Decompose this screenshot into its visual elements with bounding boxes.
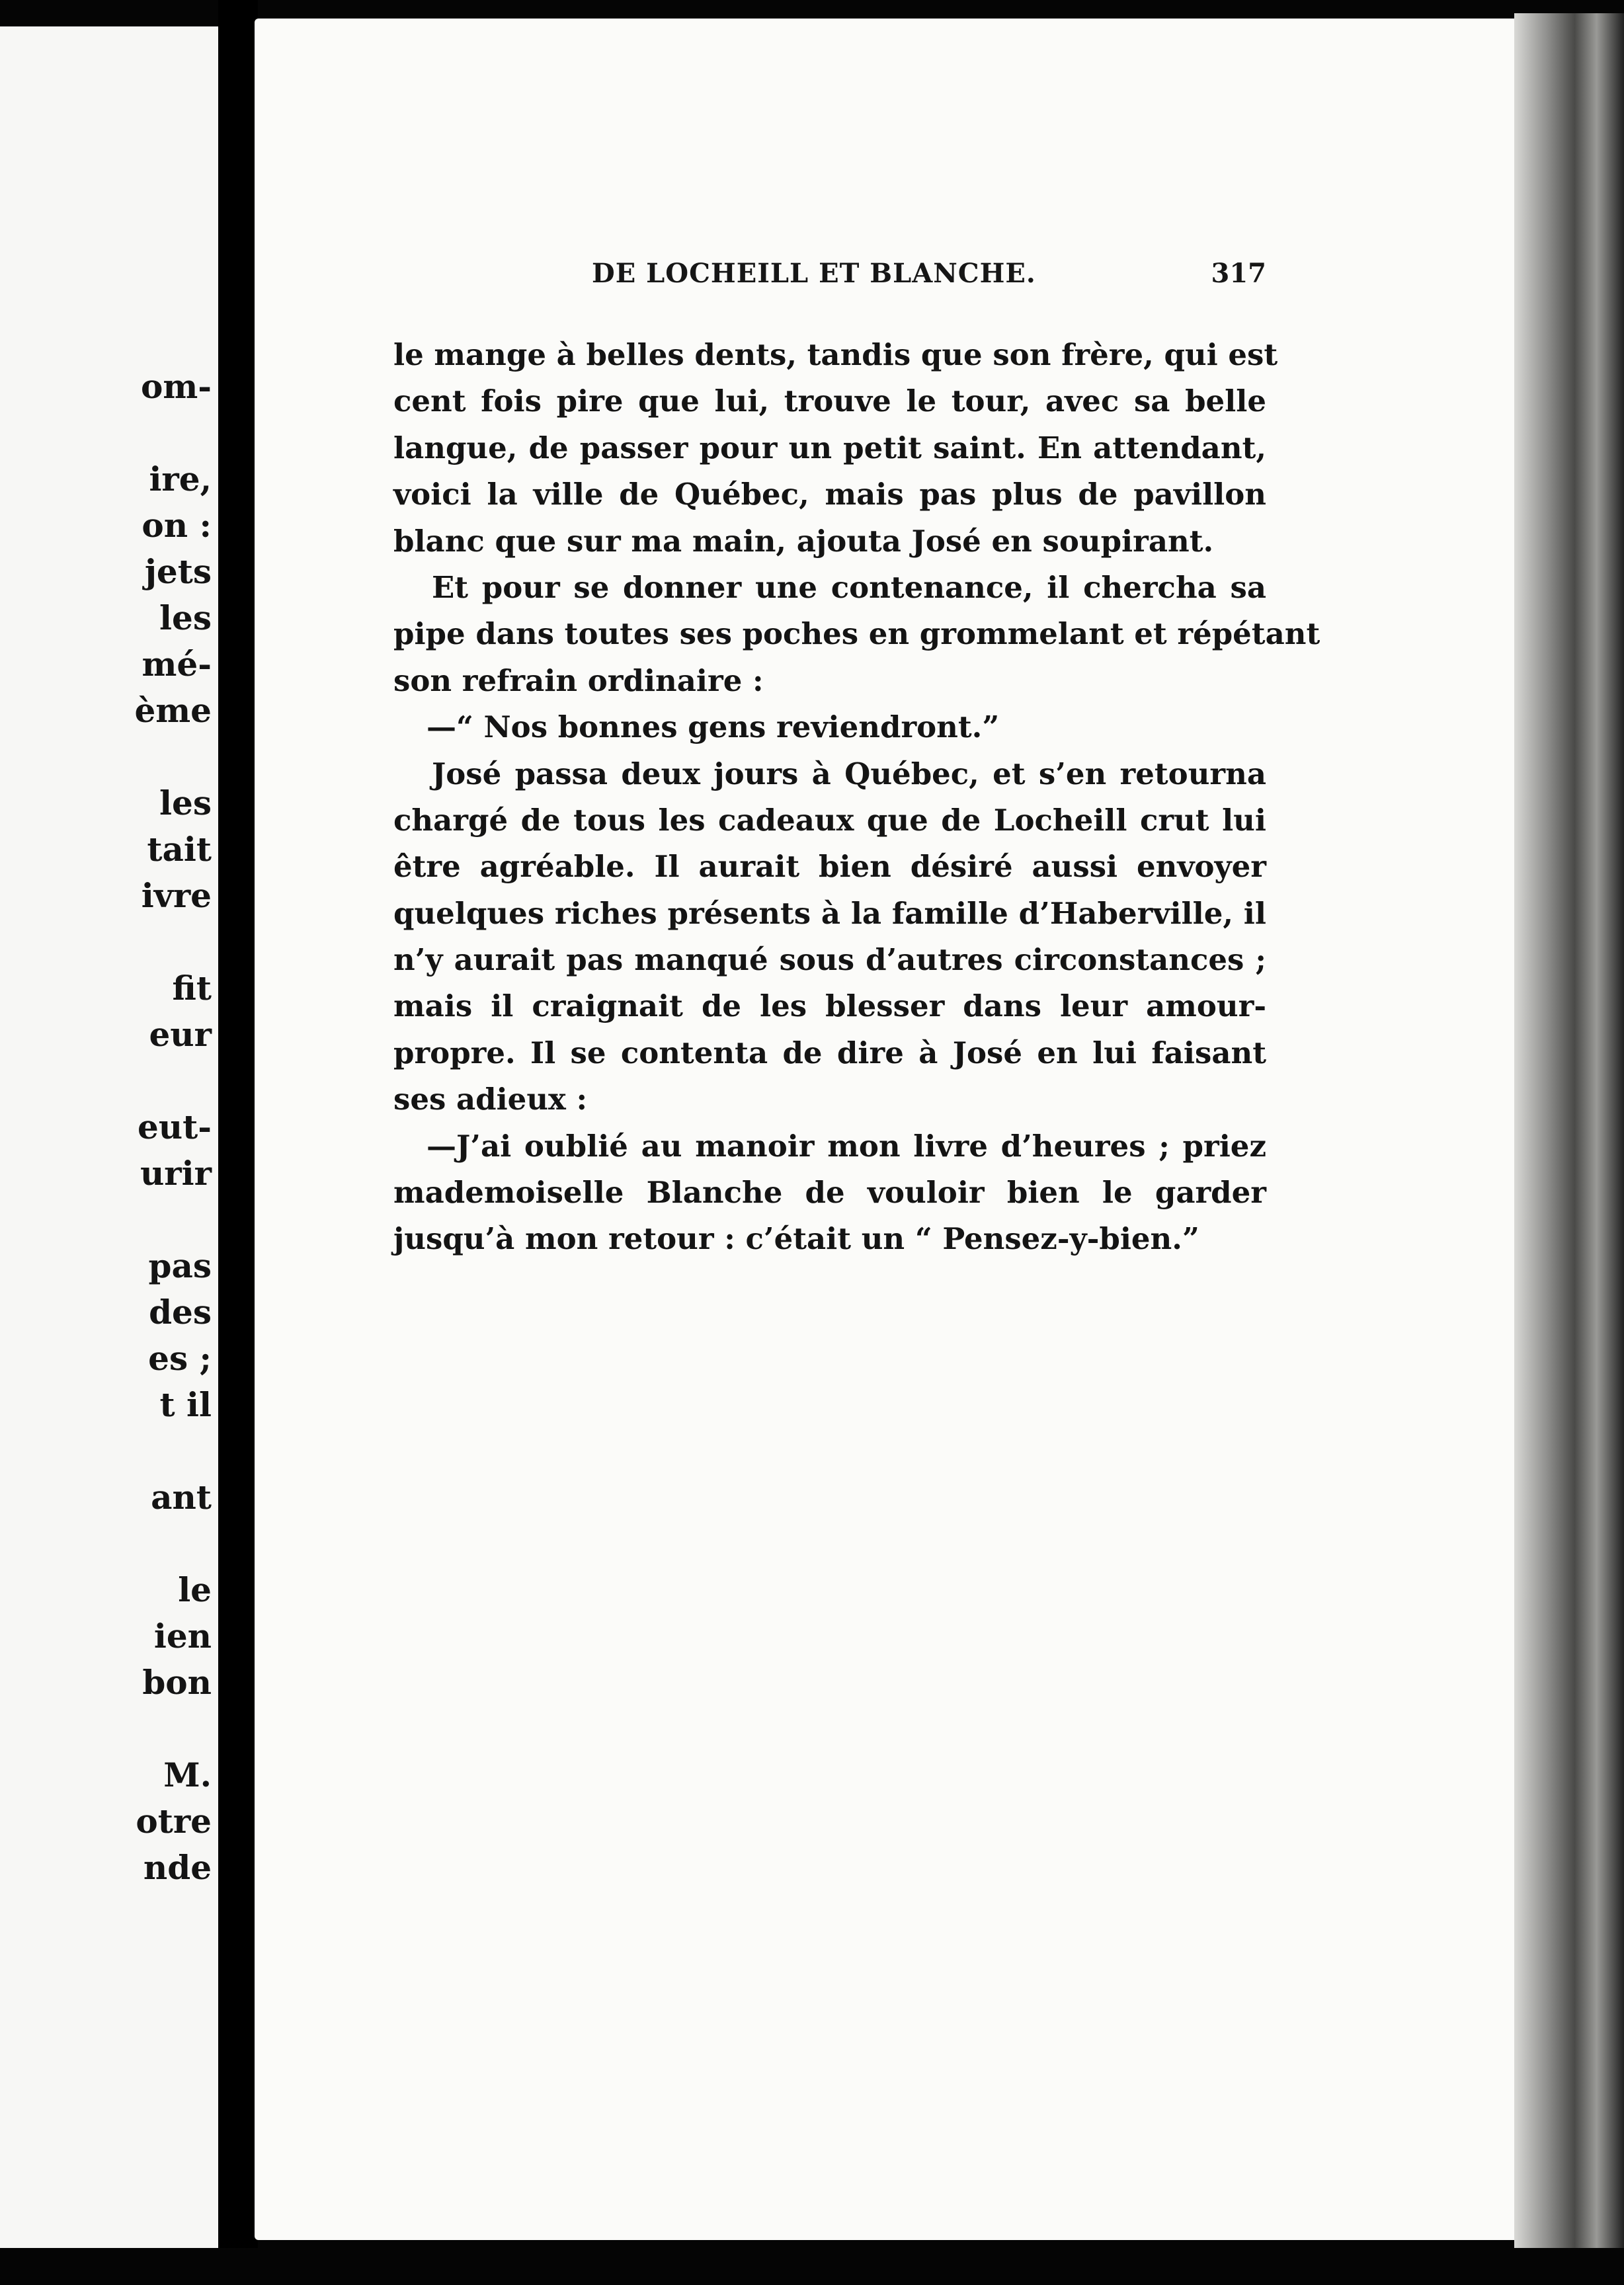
left-fragment: eur xyxy=(149,1015,212,1054)
left-fragment: ivre xyxy=(141,876,212,915)
page-edge-shading xyxy=(1514,13,1624,2248)
left-fragment: des xyxy=(149,1293,212,1332)
scan-bottom-border xyxy=(0,2248,1624,2285)
text-line: pipe dans toutes ses poches en grommelant et répétant xyxy=(393,616,1320,652)
left-fragment: ire, xyxy=(149,460,212,499)
left-facing-page xyxy=(0,26,218,2248)
left-fragment: mé- xyxy=(142,645,212,684)
left-fragment: tait xyxy=(147,830,212,869)
text-line: chargé de tous les cadeaux que de Locheill crut lui xyxy=(393,802,1266,838)
body-text xyxy=(393,332,1320,1263)
left-fragment: om- xyxy=(140,367,212,406)
text-line: cent fois pire que lui, trouve le tour, avec sa belle xyxy=(393,383,1266,419)
text-line: Et pour se donner une contenance, il chercha sa xyxy=(432,569,1266,605)
page-number: 317 xyxy=(1211,258,1266,289)
left-fragment: M. xyxy=(163,1755,212,1794)
text-line: mais il craignait de les blesser dans leur amour- xyxy=(393,988,1266,1024)
left-fragment: otre xyxy=(136,1802,212,1841)
text-line: n’y aurait pas manqué sous d’autres circonstances ; xyxy=(393,942,1266,978)
text-line: quelques riches présents à la famille d’Haberville, il xyxy=(393,895,1266,931)
left-fragment: ème xyxy=(134,691,212,730)
dialogue-line: —J’ai oublié au manoir mon livre d’heures ; priez xyxy=(426,1128,1266,1164)
left-fragment: t il xyxy=(159,1385,212,1424)
text-line: jusqu’à mon retour : c’était un “ Pensez-y-bien.” xyxy=(393,1221,1199,1257)
running-title: DE LOCHEILL ET BLANCHE. xyxy=(592,258,1036,289)
text-line: le mange à belles dents, tandis que son frère, qui est xyxy=(393,337,1278,372)
left-fragment: urir xyxy=(140,1154,212,1193)
text-line: langue, de passer pour un petit saint. En attendant, xyxy=(393,430,1266,465)
left-fragment: le xyxy=(178,1570,212,1609)
text-line: mademoiselle Blanche de vouloir bien le garder xyxy=(393,1175,1266,1211)
left-fragment: pas xyxy=(148,1246,212,1285)
text-line: voici la ville de Québec, mais pas plus de pavillon xyxy=(393,477,1266,512)
text-line: José passa deux jours à Québec, et s’en retourna xyxy=(432,756,1266,791)
left-fragment: les xyxy=(159,783,212,822)
book-gutter xyxy=(218,0,258,2285)
dialogue-line: —“ Nos bonnes gens reviendront.” xyxy=(426,709,1000,745)
text-line: son refrain ordinaire : xyxy=(393,662,764,698)
left-fragment: on : xyxy=(142,506,212,545)
left-fragment: es ; xyxy=(148,1339,212,1378)
left-fragment: nde xyxy=(143,1848,212,1887)
left-fragment: ant xyxy=(151,1478,212,1517)
left-fragment: bon xyxy=(142,1663,212,1702)
left-page-text-fragments xyxy=(0,26,218,2248)
text-line: être agréable. Il aurait bien désiré aussi envoyer xyxy=(393,849,1266,885)
left-fragment: eut- xyxy=(137,1107,212,1146)
left-fragment: fit xyxy=(172,969,212,1008)
text-line: ses adieux : xyxy=(393,1082,588,1117)
left-fragment: les xyxy=(159,598,212,637)
page-header xyxy=(393,258,1266,298)
left-fragment: jets xyxy=(144,552,212,591)
text-line: blanc que sur ma main, ajouta José en soupirant. xyxy=(393,523,1214,559)
text-line: propre. Il se contenta de dire à José en lui faisant xyxy=(393,1035,1266,1070)
left-fragment: ien xyxy=(153,1617,212,1656)
